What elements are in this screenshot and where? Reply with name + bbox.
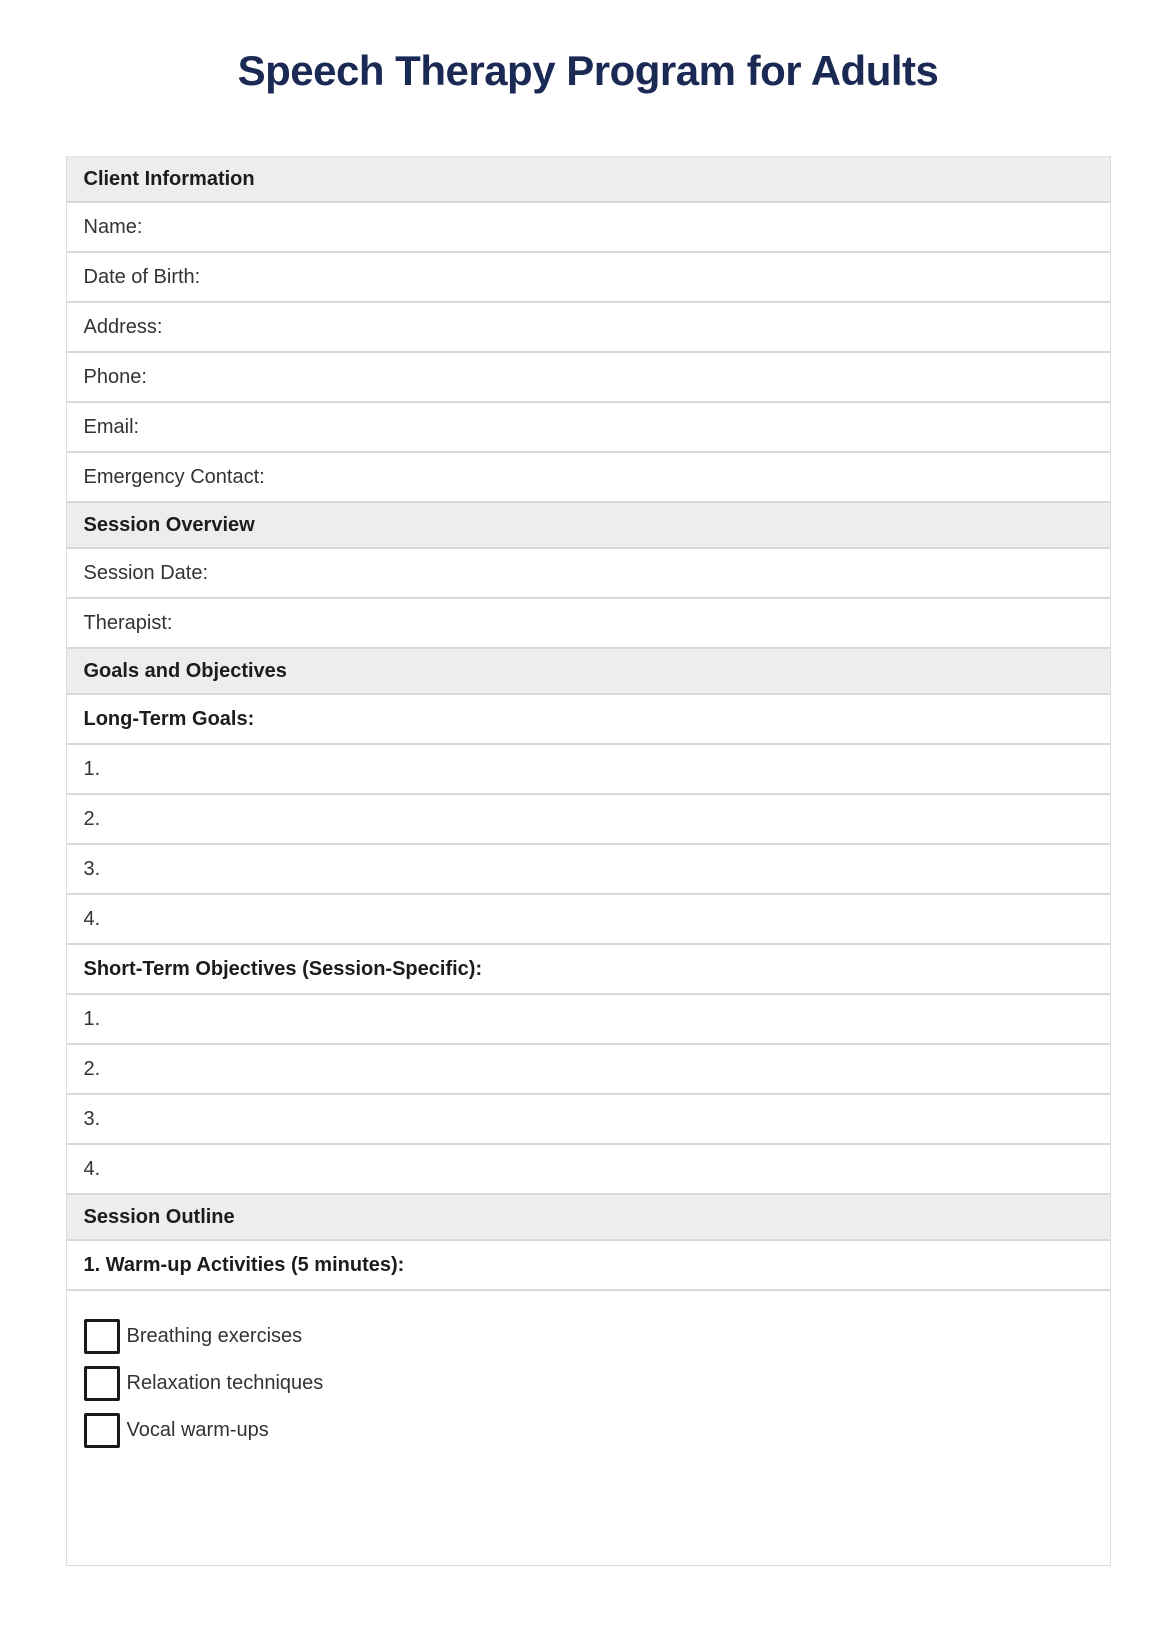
section-header-client-information: Client Information [67, 157, 1110, 203]
checkbox-relaxation-techniques[interactable] [84, 1366, 120, 1401]
checkbox-group-warm-up [67, 1291, 1110, 1565]
field-row-date-of-birth: Date of Birth: [67, 253, 1110, 303]
field-row-therapist: Therapist: [67, 599, 1110, 649]
check-item-vocal-warm-ups [84, 1413, 1093, 1448]
numbered-row-long-term-goal-4: 4. [67, 895, 1110, 945]
field-row-phone: Phone: [67, 353, 1110, 403]
numbered-row-long-term-goal-3: 3. [67, 845, 1110, 895]
numbered-row-short-term-objective-4: 4. [67, 1145, 1110, 1195]
checkbox-label-vocal-warm-ups: Vocal warm-ups [126, 1419, 269, 1442]
numbered-row-short-term-objective-2: 2. [67, 1045, 1110, 1095]
section-header-goals-and-objectives: Goals and Objectives [67, 649, 1110, 695]
checkbox-label-breathing-exercises: Breathing exercises [126, 1325, 303, 1348]
checkbox-breathing-exercises[interactable] [84, 1319, 120, 1354]
section-header-session-outline: Session Outline [67, 1195, 1110, 1241]
field-row-name: Name: [67, 203, 1110, 253]
field-row-email: Email: [67, 403, 1110, 453]
numbered-row-long-term-goal-2: 2. [67, 795, 1110, 845]
subheading-short-term-objectives: Short-Term Objectives (Session-Specific): [67, 945, 1110, 995]
subheading-long-term-goals: Long-Term Goals: [67, 695, 1110, 745]
page-title: Speech Therapy Program for Adults [237, 47, 939, 94]
check-item-relaxation-techniques [84, 1366, 1093, 1401]
field-row-session-date: Session Date: [67, 549, 1110, 599]
check-item-breathing-exercises [84, 1319, 1093, 1354]
subheading-warm-up-activities: 1. Warm-up Activities (5 minutes): [67, 1241, 1110, 1291]
field-row-address: Address: [67, 303, 1110, 353]
checkbox-vocal-warm-ups[interactable] [84, 1413, 120, 1448]
section-header-session-overview: Session Overview [67, 503, 1110, 549]
checkbox-label-relaxation-techniques: Relaxation techniques [126, 1372, 324, 1395]
numbered-row-short-term-objective-1: 1. [67, 995, 1110, 1045]
numbered-row-short-term-objective-3: 3. [67, 1095, 1110, 1145]
field-row-emergency-contact: Emergency Contact: [67, 453, 1110, 503]
numbered-row-long-term-goal-1: 1. [67, 745, 1110, 795]
form-table [66, 156, 1111, 1566]
